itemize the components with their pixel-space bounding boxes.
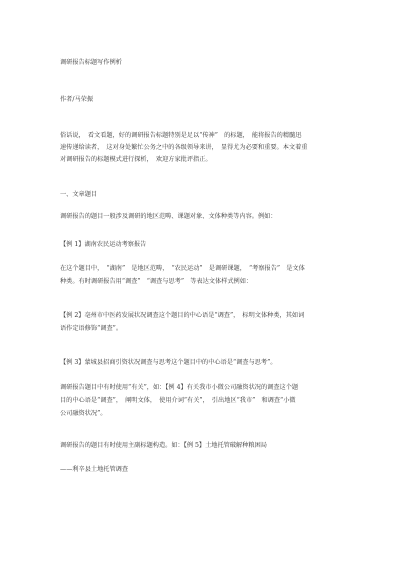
example-1-explain-line-1: 在这个题目中， “湖南” 是地区范畴， “农民运动” 是调研课题， “考察报告” 是文体 <box>60 265 305 272</box>
example-2-line-1: 【例 2】亳州市中医药发展状况调查这个题目的中心语是“调查”， 标明文体种类，其如词 <box>60 312 305 319</box>
example-4-line-3: 公司融资状况”。 <box>60 410 107 417</box>
intro-line-2: 速传递给读者， 这对身处繁忙公务之中的各级领导来讲， 显得尤为必要和重要。本文着重 <box>60 144 308 151</box>
document-title: 调研报告标题写作例析 <box>60 59 122 66</box>
example-5-subtitle: ——利辛县土地托管调查 <box>60 466 129 473</box>
example-4-line-2: 目的中心语是“调查”， 阐明文体， 使用介词“有关”， 引出地区“我市” 和调查“小微 <box>60 397 296 404</box>
example-2-line-2: 语作定语修饰“调查”。 <box>60 325 123 332</box>
scope-paragraph: 调研报告的题目一般涉及调研的地区范畴、课题对象、文体种类等内容。例如： <box>60 213 277 220</box>
example-4-line-1: 调研报告题目中有时使用“有关”，如：【例 4】有关我市小微公司融资状况的调查这个题 <box>60 384 299 391</box>
section-heading: 一、文章题目 <box>60 191 98 198</box>
example-3: 【例 3】蒙城县招商引资状况调查与思考这个题目中的中心语是“调查与思考”。 <box>60 359 277 366</box>
document-author: 作者/马荣振 <box>60 96 94 103</box>
example-1-explain-line-2: 种类。有时调研报告用“调查” “调查与思考” 等表达文体样式例如： <box>60 278 253 285</box>
example-1: 【例 1】湖南农民运动考察报告 <box>60 241 147 248</box>
intro-line-1: 俗话说， 看文看题，好的调研报告标题特别是足以“传神” 的标题， 能将报告的精髓迅 <box>60 132 302 139</box>
example-5-intro: 调研报告的题目有时使用主副标题构造。如：【例 5】土地托管破解种粮困局 <box>60 442 267 449</box>
intro-line-3: 对调研报告的标题模式进行探析， 欢迎方家批评指正。 <box>60 156 212 163</box>
